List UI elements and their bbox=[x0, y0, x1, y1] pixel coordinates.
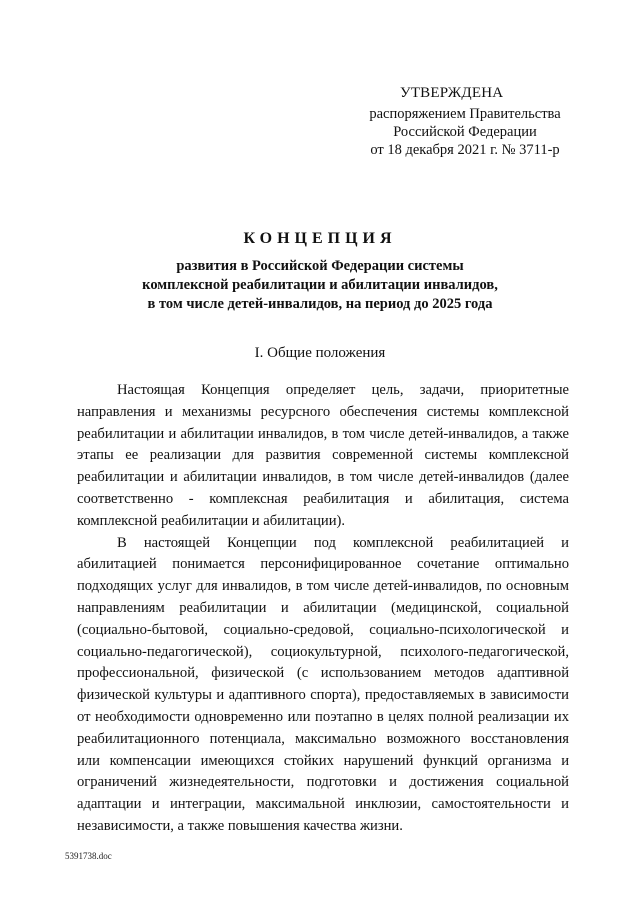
document-subtitle bbox=[0, 257, 640, 314]
footer-file-name: 5391738.doc bbox=[65, 851, 112, 861]
body-text bbox=[77, 380, 569, 838]
subtitle-line: комплексной реабилитации и абилитации инвалидов, bbox=[142, 277, 498, 293]
approval-line-date-number: от 18 декабря 2021 г. № 3711-р bbox=[370, 142, 560, 158]
section-heading: I. Общие положения bbox=[254, 345, 386, 361]
approval-block bbox=[340, 84, 590, 159]
paragraph: Настоящая Концепция определяет цель, задачи, приоритетные направления и механизмы ресурсного обеспечения системы комплексной реабилитации и абилитации инвалидов, в том числе детей-инвалидов, а также этапы ее реализации для развития современной системы комплексной реабилитации и абилитации инвалидов, в том числе детей-инвалидов (далее соответственно - комплексная реабилитация и абилитация, система комплексной реабилитации и абилитации). bbox=[77, 382, 569, 529]
document-type-heading: КОНЦЕПЦИЯ bbox=[243, 230, 397, 247]
approval-stamp: УТВЕРЖДЕНА bbox=[400, 85, 504, 101]
paragraph: В настоящей Концепции под комплексной реабилитацией и абилитацией понимается персонифицированное сочетание оптимально подходящих услуг для инвалидов, в том числе детей-инвалидов, по основным направлениям реабилитации и абилитации (медицинской, социальной (социально-бытовой, социально-средовой, социально-психологической и социально-педагогической), социокультурной, психолого-педагогической, профессиональной, физической (с использованием методов адаптивной физической культуры и адаптивного спорта), предоставляемых в зависимости от необходимости одновременно или поэтапно в целях полной реализации их реабилитационного потенциала, максимально возможного восстановления или компенсации имеющихся стойких нарушений функций организма и ограничений жизнедеятельности, подготовки и достижения социальной адаптации и интеграции, максимальной инклюзии, самостоятельности и независимости, а также повышения качества жизни. bbox=[77, 534, 569, 834]
approval-line-country: Российской Федерации bbox=[393, 124, 537, 140]
approval-line-authority: распоряжением Правительства bbox=[369, 106, 561, 122]
subtitle-line: развития в Российской Федерации системы bbox=[176, 258, 464, 274]
subtitle-line: в том числе детей-инвалидов, на период до 2025 года bbox=[147, 296, 493, 312]
